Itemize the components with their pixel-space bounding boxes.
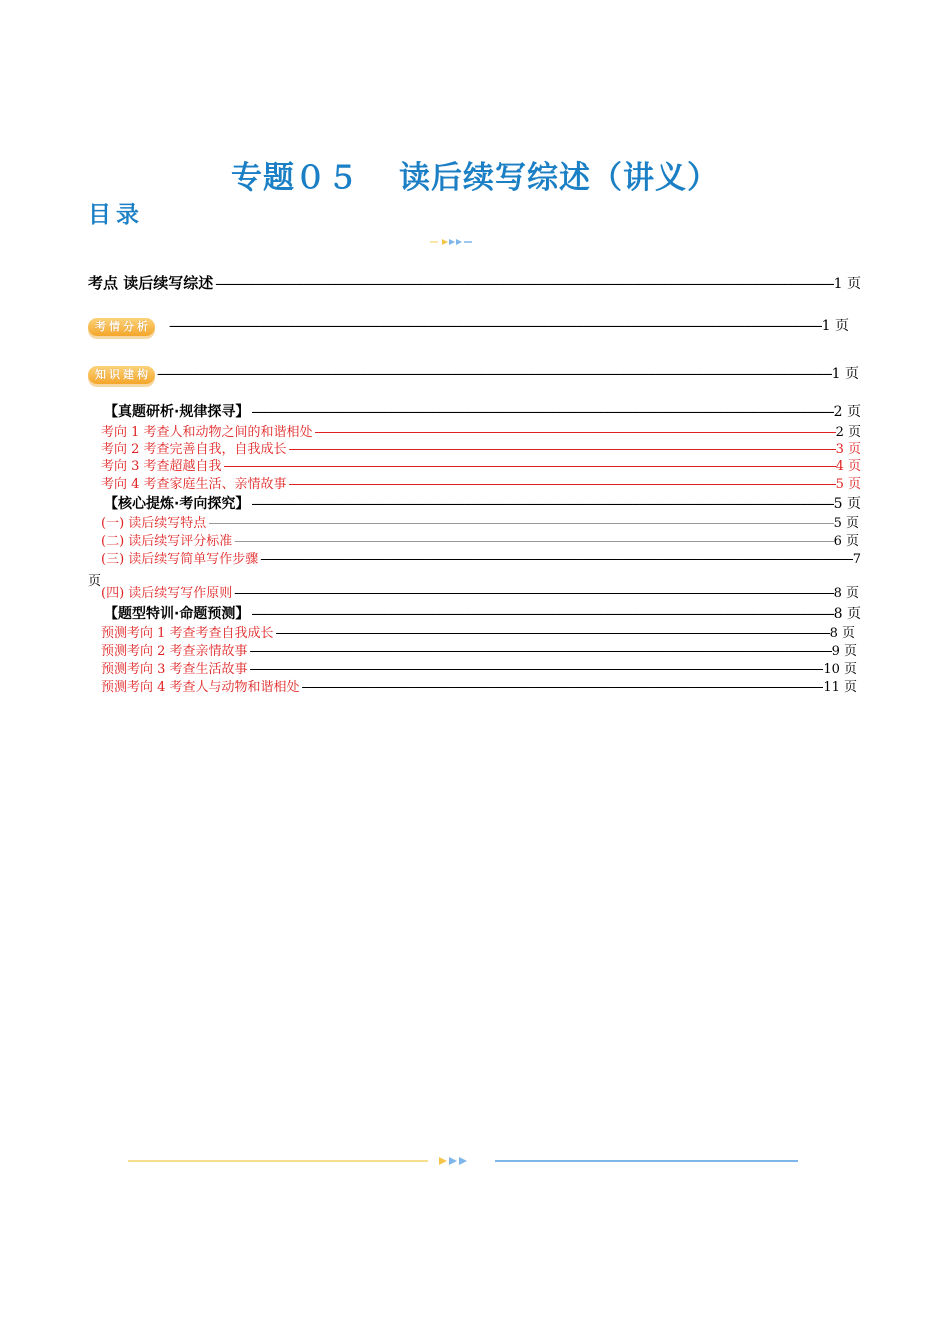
toc-leader — [224, 460, 836, 473]
toc-leader — [250, 645, 832, 658]
toc-entry-yc4[interactable] — [88, 681, 861, 694]
toc-page-number: 8 页 — [833, 606, 861, 622]
toc-leader — [157, 367, 832, 381]
toc-entry-label: (二) 读后续写评分标准 — [101, 534, 233, 549]
toc-entry-zhishi[interactable] — [88, 366, 861, 384]
toc-leader — [234, 535, 833, 548]
footer-arrows-icon — [437, 1156, 473, 1166]
toc-page-number: 6 页 — [833, 534, 859, 549]
toc-heading: 目录 — [88, 202, 144, 228]
toc-entry-s4[interactable] — [88, 587, 861, 600]
arrows-divider-icon — [430, 237, 472, 247]
toc-leader — [289, 478, 836, 491]
footer-divider-right — [495, 1160, 798, 1162]
toc-entry-tixing[interactable] — [88, 607, 861, 621]
toc-entry-label: 【题型特训·命题预测】 — [104, 606, 250, 622]
toc-entry-s2[interactable] — [88, 535, 861, 548]
toc-entry-label: 【核心提炼·考向探究】 — [104, 496, 250, 512]
toc-entry-kx3[interactable] — [88, 460, 861, 473]
toc-page-number: 5 页 — [833, 496, 861, 512]
toc-page-number: 8 页 — [833, 586, 859, 601]
toc-page-number: 1 页 — [821, 318, 849, 334]
toc-page-number: 2 页 — [835, 425, 861, 440]
toc-page-number: 11 页 — [823, 680, 857, 695]
toc-leader — [315, 426, 836, 439]
toc-page-number: 1 页 — [831, 366, 859, 382]
toc-leader — [302, 681, 824, 694]
toc-entry-label: 考点 读后续写综述 — [88, 274, 214, 292]
toc-leader — [251, 607, 833, 621]
toc-entry-yc2[interactable] — [88, 645, 861, 658]
toc-entry-label: (四) 读后续写写作原则 — [101, 586, 233, 601]
toc-entry-label: 考向 4 考查家庭生活、亲情故事 — [101, 477, 287, 492]
document-title — [0, 152, 950, 197]
toc-entry-label: 考向 3 考查超越自我 — [101, 459, 222, 474]
toc-page-number: 7 — [852, 552, 861, 567]
toc-page-number: 3 页 — [835, 442, 861, 457]
footer-divider-left — [128, 1160, 428, 1162]
toc-leader — [169, 319, 822, 333]
toc-page-number: 2 页 — [833, 404, 861, 420]
kaoqing-badge: 考 情 分 析 — [88, 318, 155, 336]
toc-entry-yc1[interactable] — [88, 627, 861, 640]
toc-entry-kx4[interactable] — [88, 478, 861, 491]
toc-entry-kx2[interactable] — [88, 443, 861, 456]
toc-entry-kaodian[interactable] — [88, 276, 861, 291]
toc-page-number: 9 页 — [831, 644, 857, 659]
zhishi-badge: 知 识 建 构 — [88, 366, 155, 384]
toc-entry-zhenti[interactable] — [88, 405, 861, 419]
toc-leader — [251, 497, 833, 511]
toc-entry-label: 预测考向 4 考查人与动物和谐相处 — [101, 680, 300, 695]
toc-entry-kaoqing[interactable] — [88, 318, 861, 336]
toc-entry-label: 考向 2 考查完善自我，自我成长 — [101, 442, 287, 457]
toc-entry-label: 预测考向 3 考查生活故事 — [101, 662, 248, 677]
toc-page-number: 8 页 — [829, 626, 855, 641]
toc-page-number: 5 页 — [835, 477, 861, 492]
toc-leader — [251, 405, 833, 419]
title-part1: 专题０５ — [231, 160, 359, 196]
toc-leader — [260, 553, 852, 566]
toc-entry-label: (一) 读后续写特点 — [101, 516, 207, 531]
toc-leader — [250, 663, 824, 676]
toc-leader — [276, 627, 830, 640]
toc-page-number: 10 页 — [823, 662, 857, 677]
toc-leader — [208, 517, 833, 530]
toc-entry-label: (三) 读后续写简单写作步骤 — [101, 552, 259, 567]
toc-entry-label: 预测考向 1 考查考查自我成长 — [101, 626, 274, 641]
toc-entry-hexin[interactable] — [88, 497, 861, 511]
toc-entry-label: 【真题研析·规律探寻】 — [104, 404, 250, 420]
toc-entry-label: 预测考向 2 考查亲情故事 — [101, 644, 248, 659]
toc-entry-s1[interactable] — [88, 517, 861, 530]
toc-page-wrap: 页 — [88, 574, 102, 589]
title-part2: 读后续写综述（讲义） — [399, 160, 719, 196]
toc-entry-yc3[interactable] — [88, 663, 861, 676]
toc-page-number: 5 页 — [833, 516, 859, 531]
toc-leader — [215, 277, 833, 291]
toc-page-number: 4 页 — [835, 459, 861, 474]
toc-entry-kx1[interactable] — [88, 426, 861, 439]
toc-entry-label: 考向 1 考查人和动物之间的和谐相处 — [101, 425, 313, 440]
toc-leader — [289, 443, 836, 456]
toc-page-number: 1 页 — [833, 276, 861, 292]
toc-entry-s3[interactable] — [88, 553, 861, 566]
toc-leader — [234, 587, 833, 600]
